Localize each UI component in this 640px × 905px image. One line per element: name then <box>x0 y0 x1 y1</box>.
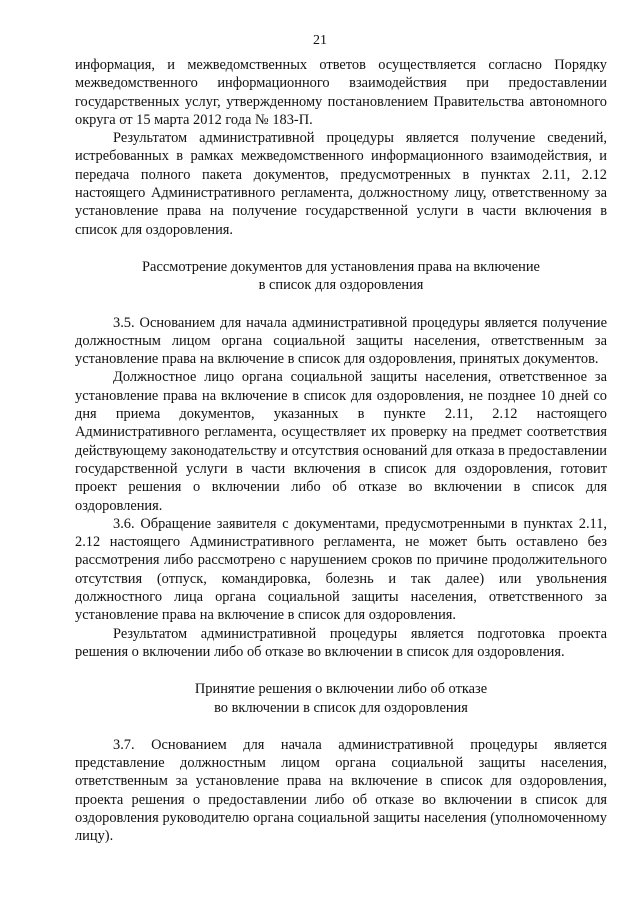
section-heading-decision <box>75 680 607 717</box>
page-number: 21 <box>313 33 327 48</box>
paragraph-3-5: 3.5. Основанием для начала административной процедуры является получение должностным лицом органа социальной защиты населения, ответственным за установление права на включение в список для оздоровления, принятых документов. <box>75 314 607 368</box>
section-heading-decision-line2: во включении в список для оздоровления <box>214 699 468 716</box>
paragraph-result-interagency: Результатом административной процедуры является получение сведений, истребованных в рамках межведомственного информационного взаимодействия, и передача полного пакета документов, предусмотренных в пунктах 2.11, 2.12 настоящего Административного регламента, должностному лицу, ответственному за установление права на получение государственной услуги в части включения в список для оздоровления. <box>75 130 607 238</box>
paragraph-3-6: 3.6. Обращение заявителя с документами, предусмотренными в пунктах 2.11, 2.12 настоящего Административного регламента, не может быть оставлено без рассмотрения либо рассмотрено с нарушением сроков по причине продолжительного отсутствия (отпуск, командировка, болезнь и так далее) или увольнения должностного лица органа социальной защиты населения, ответственного за установление права на включение в список для оздоровления. <box>75 515 607 624</box>
paragraph-result-draft: Результатом административной процедуры является подготовка проекта решения о включении либо об отказе во включении в список для оздоровления. <box>75 625 607 660</box>
section-heading-review-line2: в список для оздоровления <box>258 277 424 294</box>
section-heading-decision-line1: Принятие решения о включении либо об отказе <box>194 681 488 698</box>
paragraph-official-review: Должностное лицо органа социальной защиты населения, ответственное за установление права на включение в список для оздоровления, не позднее 10 дней со дня приема документов, указанных в пункте 2.11, 2.12 настоящего Административного регламента, осуществляет их проверку на предмет соответствия действующему законодательству и отсутствия оснований для отказа в предоставлении государственной услуги в части включения в список для оздоровления, готовит проект решения о включении либо об отказе во включении в список для оздоровления. <box>75 369 607 514</box>
paragraph-continuation: информация, и межведомственных ответов осуществляется согласно Порядку межведомственного информационного взаимодействия при предоставлении государственных услуг, утвержденному постановлением Правительства автономного округа от 15 марта 2012 года № 183-П. <box>75 57 607 128</box>
section-heading-review-line1: Рассмотрение документов для установления права на включение <box>142 258 540 275</box>
paragraph-3-7: 3.7. Основанием для начала административной процедуры является представление должностным лицом органа социальной защиты населения, ответственным за установление права на включение в список для оздоровления, проекта решения о предоставлении либо об отказе во включении в список для оздоровления руководителю органа социальной защиты населения (уполномоченному лицу). <box>75 736 607 845</box>
document-body <box>75 56 607 846</box>
section-heading-review <box>75 258 607 295</box>
